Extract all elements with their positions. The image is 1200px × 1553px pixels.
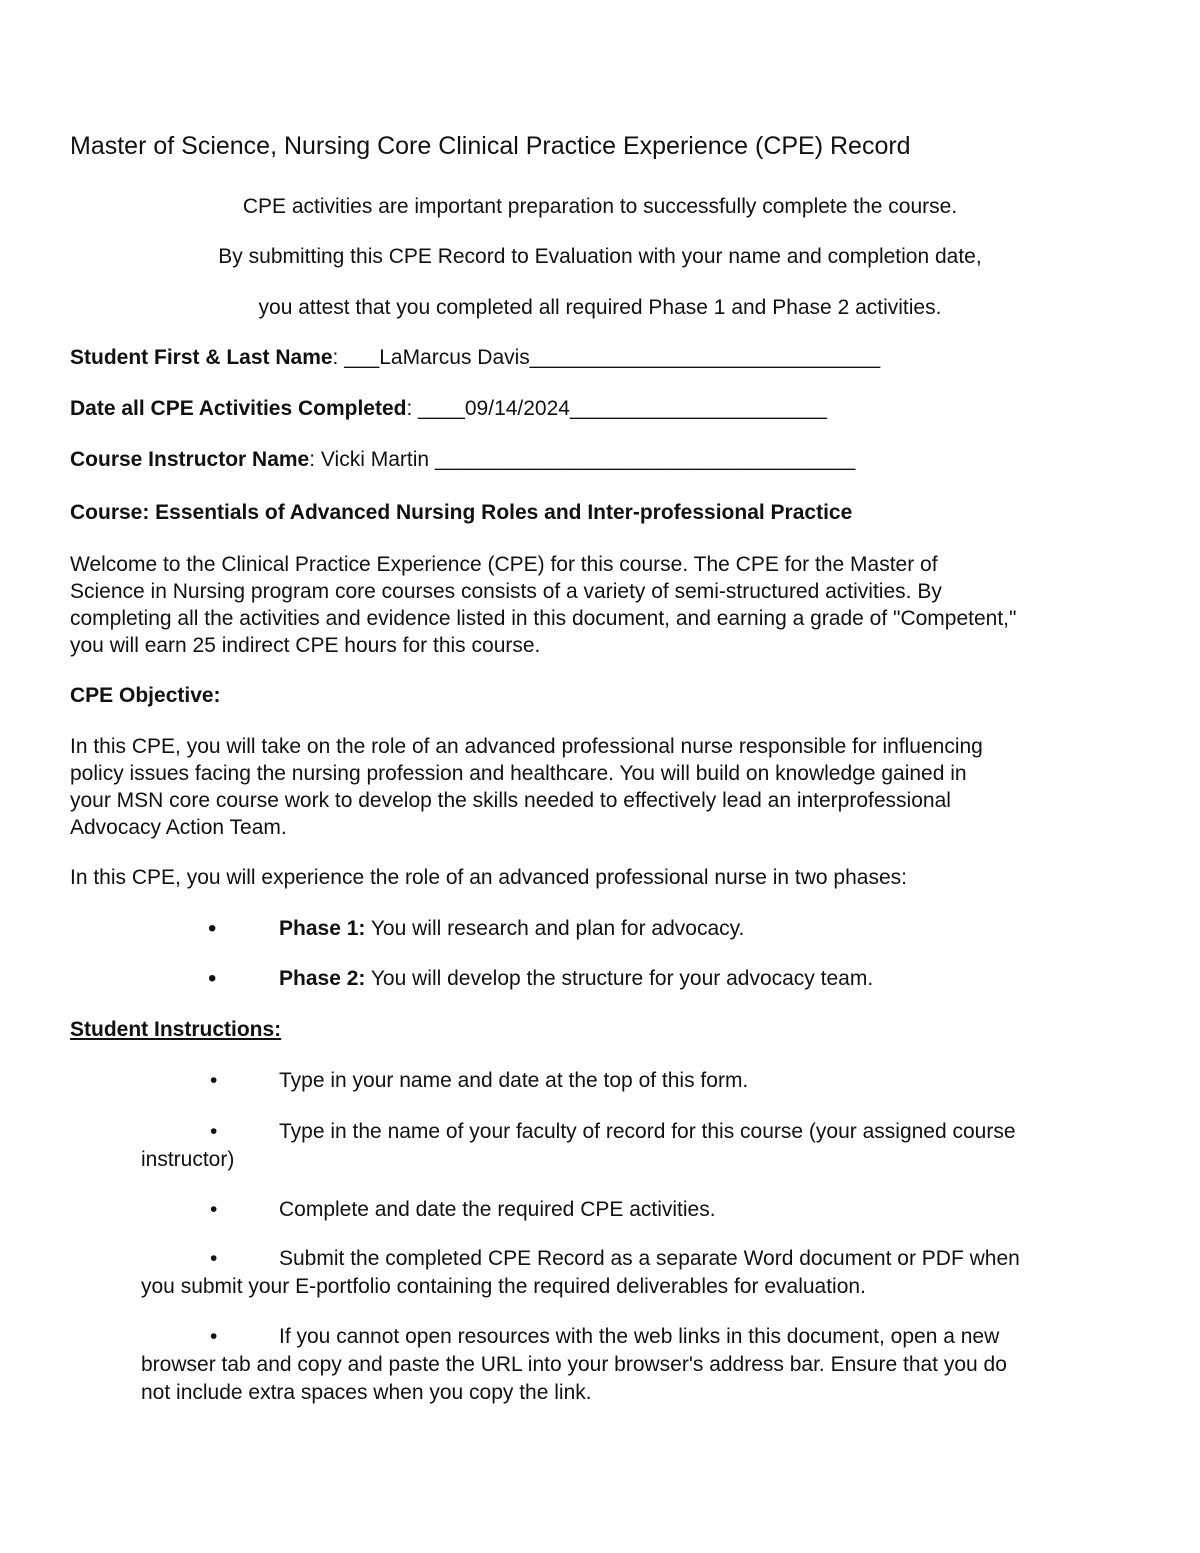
objective-paragraph [70, 733, 1150, 841]
instructions-heading: Student Instructions: [70, 1018, 282, 1041]
bullet-icon: • [208, 965, 217, 992]
phase-label: Phase 2: [279, 967, 366, 990]
instruction-text: Type in your name and date at the top of this form. [279, 1069, 749, 1092]
objective-line: In this CPE, you will take on the role of an advanced professional nurse responsible for influencing [70, 735, 983, 758]
phase-label: Phase 1: [279, 917, 366, 940]
instruction-continuation: not include extra spaces when you copy the link. [141, 1381, 592, 1404]
instruction-text: If you cannot open resources with the web links in this document, open a new [279, 1325, 1000, 1348]
student-name-field [70, 344, 880, 372]
instruction-item [70, 1323, 1150, 1407]
student-name-label: Student First & Last Name [70, 346, 333, 369]
intro-line-2: By submitting this CPE Record to Evaluation with your name and completion date, [218, 245, 982, 268]
bullet-icon: • [210, 1069, 218, 1092]
intro-line-3: you attest that you completed all required Phase 1 and Phase 2 activities. [258, 296, 942, 319]
document-title: Master of Science, Nursing Core Clinical Practice Experience (CPE) Record [70, 132, 911, 160]
welcome-line: Science in Nursing program core courses consists of a variety of semi-structured activities. By [70, 580, 942, 603]
instruction-text: Type in the name of your faculty of record for this course (your assigned course [279, 1120, 1016, 1143]
intro-line-1: CPE activities are important preparation to successfully complete the course. [242, 195, 958, 218]
bullet-icon: • [210, 1247, 218, 1270]
welcome-line: completing all the activities and evidence listed in this document, and earning a grade of "Competent," [70, 607, 1017, 630]
instruction-continuation: instructor) [141, 1148, 235, 1171]
objective-line: Advocacy Action Team. [70, 816, 287, 839]
completion-date-label: Date all CPE Activities Completed [70, 397, 407, 420]
instructor-name-field [70, 446, 855, 474]
bullet-icon: • [208, 915, 217, 942]
completion-date-value: : ____09/14/2024______________________ [406, 397, 827, 420]
instruction-item [70, 1067, 1150, 1095]
instruction-continuation: you submit your E-portfolio containing the required deliverables for evaluation. [141, 1275, 866, 1298]
objective-line: policy issues facing the nursing profession and healthcare. You will build on knowledge gained in [70, 762, 967, 785]
bullet-icon: • [210, 1198, 218, 1221]
instruction-item [70, 1196, 1150, 1224]
welcome-line: Welcome to the Clinical Practice Experience (CPE) for this course. The CPE for the Master of [70, 553, 938, 576]
instruction-text: Submit the completed CPE Record as a separate Word document or PDF when [279, 1247, 1020, 1270]
instruction-text: Complete and date the required CPE activities. [279, 1198, 716, 1221]
instructor-name-value: : Vicki Martin ____________________________________ [309, 448, 856, 471]
welcome-line: you will earn 25 indirect CPE hours for this course. [70, 634, 541, 657]
phases-intro: In this CPE, you will experience the role of an advanced professional nurse in two phases: [70, 866, 907, 889]
instruction-item [70, 1245, 1150, 1301]
instructor-name-label: Course Instructor Name [70, 448, 310, 471]
welcome-paragraph [70, 551, 1150, 659]
completion-date-field [70, 395, 827, 423]
objective-line: your MSN core course work to develop the skills needed to effectively lead an interprofessional [70, 789, 951, 812]
phase-text: You will develop the structure for your advocacy team. [365, 967, 874, 990]
instruction-continuation: browser tab and copy and paste the URL into your browser's address bar. Ensure that you do [141, 1353, 1007, 1376]
bullet-icon: • [210, 1120, 218, 1143]
course-heading: Course: Essentials of Advanced Nursing Roles and Inter-professional Practice [70, 501, 853, 524]
phase-text: You will research and plan for advocacy. [365, 917, 745, 940]
student-name-value: : ___LaMarcus Davis______________________________ [332, 346, 881, 369]
bullet-icon: • [210, 1325, 218, 1348]
objective-heading: CPE Objective: [70, 684, 221, 707]
instruction-item [70, 1118, 1150, 1174]
